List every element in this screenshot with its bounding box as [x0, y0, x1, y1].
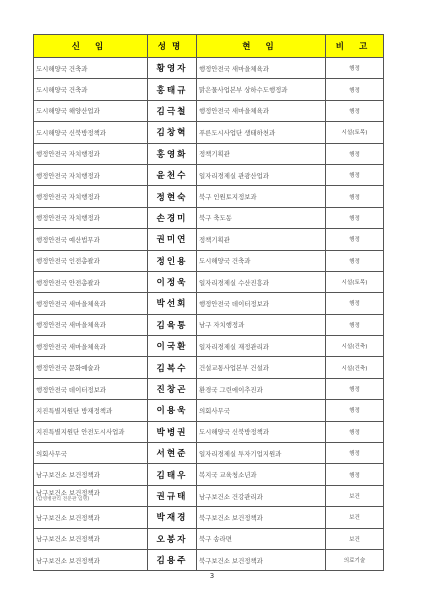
note-cell: 시설(건축) — [326, 336, 384, 357]
current-position-cell: 일자리경제실 재정관리과 — [197, 336, 326, 357]
note-cell: 행정 — [326, 443, 384, 464]
new-position-cell: 행정안전국 안전총괄과 — [34, 271, 148, 292]
new-position-cell: 도시해양국 신북방정책과 — [34, 122, 148, 143]
current-position-cell: 행정안전국 데이터정보과 — [197, 293, 326, 314]
person-name-cell: 김육통 — [148, 314, 197, 335]
current-position-cell: 도시해양국 신북방정책과 — [197, 421, 326, 442]
note-cell: 시설(토목) — [326, 271, 384, 292]
table-row — [34, 122, 384, 143]
new-position-cell: 지진특별지원단 안전도시사업과 — [34, 421, 148, 442]
person-name-cell: 이정욱 — [148, 271, 197, 292]
note-cell: 의료기술 — [326, 549, 384, 570]
table-row — [34, 314, 384, 335]
person-name-cell: 권규태 — [148, 485, 197, 506]
header-note: 비 고 — [326, 35, 384, 58]
note-cell: 보건 — [326, 485, 384, 506]
note-cell: 행정 — [326, 421, 384, 442]
table-row — [34, 464, 384, 485]
new-position-cell: 행정안전국 새마을체육과 — [34, 336, 148, 357]
note-cell: 보건 — [326, 507, 384, 528]
current-position-cell: 일자리경제실 투자기업지원과 — [197, 443, 326, 464]
person-name-cell: 이용욱 — [148, 400, 197, 421]
table-row — [34, 336, 384, 357]
person-name-cell: 이국환 — [148, 336, 197, 357]
table-row — [34, 400, 384, 421]
note-cell: 행정 — [326, 229, 384, 250]
person-name-cell: 김창혁 — [148, 122, 197, 143]
note-cell: 시설(토목) — [326, 122, 384, 143]
new-position-cell: 행정안전국 새마을체육과 — [34, 293, 148, 314]
person-name-cell: 황영자 — [148, 58, 197, 79]
table-row — [34, 528, 384, 549]
table-row — [34, 271, 384, 292]
table-header-row — [34, 35, 384, 58]
current-position-cell: 건설교통사업본부 건설과 — [197, 357, 326, 378]
person-name-cell: 손경미 — [148, 207, 197, 228]
note-cell: 행정 — [326, 58, 384, 79]
person-name-cell: 윤천수 — [148, 164, 197, 185]
table-row — [34, 58, 384, 79]
person-name-cell: 박병권 — [148, 421, 197, 442]
current-position-cell: 푸른도시사업단 생태하천과 — [197, 122, 326, 143]
table-row — [34, 207, 384, 228]
current-position-cell: 북구 축도동 — [197, 207, 326, 228]
header-name: 성명 — [148, 35, 197, 58]
new-position-cell: 남구보건소 보건정책과 — [34, 464, 148, 485]
note-cell: 행정 — [326, 79, 384, 100]
person-name-cell: 권미연 — [148, 229, 197, 250]
new-position-cell: 행정안전국 예산법무과 — [34, 229, 148, 250]
new-position-cell: 도시해양국 해양산업과 — [34, 100, 148, 121]
table-row — [34, 79, 384, 100]
current-position-cell: 북구 인원토지정보과 — [197, 186, 326, 207]
table-row — [34, 443, 384, 464]
table-row — [34, 357, 384, 378]
note-cell: 행정 — [326, 378, 384, 399]
table-row — [34, 507, 384, 528]
person-name-cell: 홍태규 — [148, 79, 197, 100]
new-position-cell: 도시해양국 건축과 — [34, 58, 148, 79]
note-cell: 행정 — [326, 143, 384, 164]
new-position-cell: 행정안전국 자치행정과 — [34, 143, 148, 164]
new-position-cell: 도시해양국 건축과 — [34, 79, 148, 100]
table-row — [34, 293, 384, 314]
current-position-cell: 북구보건소 보건정책과 — [197, 549, 326, 570]
person-name-cell: 박재경 — [148, 507, 197, 528]
new-position-cell — [34, 485, 148, 506]
current-position-cell: 맑은물사업본부 상하수도행정과 — [197, 79, 326, 100]
person-name-cell: 서현준 — [148, 443, 197, 464]
current-position-cell: 남구 자치행정과 — [197, 314, 326, 335]
note-cell: 행정 — [326, 400, 384, 421]
header-current-position: 현 임 — [197, 35, 326, 58]
note-cell: 행정 — [326, 293, 384, 314]
table-row — [34, 549, 384, 570]
current-position-cell: 환경국 그린에이추진과 — [197, 378, 326, 399]
note-cell: 보건 — [326, 528, 384, 549]
current-position-cell: 일자리경제실 수산진흥과 — [197, 271, 326, 292]
current-position-cell: 북구보건소 보건정책과 — [197, 507, 326, 528]
page-number: 3 — [209, 572, 215, 580]
table-row — [34, 186, 384, 207]
current-position-cell: 도시해양국 건축과 — [197, 250, 326, 271]
note-cell: 행정 — [326, 207, 384, 228]
person-name-cell: 박선회 — [148, 293, 197, 314]
table-row — [34, 164, 384, 185]
person-name-cell: 정현숙 — [148, 186, 197, 207]
person-name-cell: 김복수 — [148, 357, 197, 378]
new-position-cell: 남구보건소 보건정책과 — [34, 507, 148, 528]
new-position-subnote: (감영병관리 전문관 임명) — [36, 497, 90, 502]
new-position-cell: 의회사무국 — [34, 443, 148, 464]
current-position-cell: 북구 송라면 — [197, 528, 326, 549]
current-position-cell: 복지국 교육청소년과 — [197, 464, 326, 485]
current-position-cell: 일자리경제실 관광산업과 — [197, 164, 326, 185]
person-name-cell: 정인용 — [148, 250, 197, 271]
new-position-cell: 행정안전국 자치행정과 — [34, 207, 148, 228]
note-cell: 행정 — [326, 250, 384, 271]
new-position-cell: 지진특별지원단 방재정책과 — [34, 400, 148, 421]
table-row — [34, 250, 384, 271]
new-position-cell: 남구보건소 보건정책과 — [34, 528, 148, 549]
personnel-table — [33, 34, 384, 571]
new-position-cell: 남구보건소 보건정책과 — [34, 549, 148, 570]
new-position-cell: 행정안전국 인전총괄과 — [34, 250, 148, 271]
new-position-cell: 행정안전국 데이터정보과 — [34, 378, 148, 399]
new-position-cell: 행정안전국 자치행정과 — [34, 186, 148, 207]
note-cell: 행정 — [326, 464, 384, 485]
table-row — [34, 143, 384, 164]
new-position-cell: 행정안전국 자치행정과 — [34, 164, 148, 185]
note-cell: 행정 — [326, 164, 384, 185]
new-position-cell: 행정안전국 새마을체육과 — [34, 314, 148, 335]
current-position-cell: 정책기획관 — [197, 229, 326, 250]
current-position-cell: 남구보건소 건강관리과 — [197, 485, 326, 506]
current-position-cell: 정책기획관 — [197, 143, 326, 164]
person-name-cell: 진창곤 — [148, 378, 197, 399]
header-new-position: 신 임 — [34, 35, 148, 58]
note-cell: 행정 — [326, 186, 384, 207]
table-row — [34, 378, 384, 399]
person-name-cell: 김용주 — [148, 549, 197, 570]
table-row — [34, 421, 384, 442]
table-row — [34, 485, 384, 506]
new-position-text: 남구보건소 보건정책과 — [36, 489, 100, 497]
new-position-cell: 행정안전국 문화예술과 — [34, 357, 148, 378]
table-row — [34, 229, 384, 250]
note-cell: 행정 — [326, 100, 384, 121]
person-name-cell: 김태우 — [148, 464, 197, 485]
table-row — [34, 100, 384, 121]
person-name-cell: 홍영화 — [148, 143, 197, 164]
note-cell: 시설(건축) — [326, 357, 384, 378]
current-position-cell: 행정안전국 새마을체육과 — [197, 58, 326, 79]
note-cell: 행정 — [326, 314, 384, 335]
person-name-cell: 오봉자 — [148, 528, 197, 549]
current-position-cell: 의회사무국 — [197, 400, 326, 421]
current-position-cell: 행정안전국 새마을체육과 — [197, 100, 326, 121]
person-name-cell: 김극철 — [148, 100, 197, 121]
